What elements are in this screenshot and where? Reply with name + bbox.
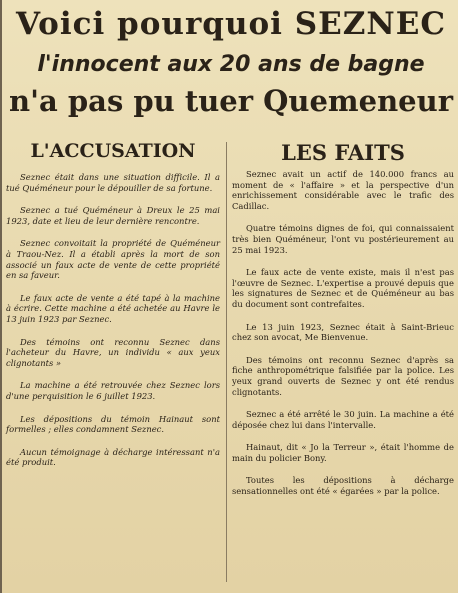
accusation-paragraph: Aucun témoignage à décharge intéressant n'a été produit. bbox=[6, 446, 220, 468]
accusation-paragraph: Des témoins ont reconnu Seznec dans l'acheteur du Havre, un individu « aux yeux clignotants » bbox=[6, 336, 220, 368]
faits-heading: LES FAITS bbox=[281, 140, 405, 165]
faits-paragraph: Hainaut, dit « Jo la Terreur », était l'homme de main du policier Bony. bbox=[232, 442, 454, 463]
accusation-paragraph: Le faux acte de vente a été tapé à la machine à écrire. Cette machine a été achetée au Havre le 13 juin 1923 par Seznec. bbox=[6, 292, 220, 324]
faits-paragraph: Seznec a été arrêté le 30 juin. La machine a été déposée chez lui dans l'intervalle. bbox=[232, 409, 454, 430]
headline-line-2: l'innocent aux 20 ans de bagne bbox=[37, 52, 425, 77]
faits-paragraph: Le faux acte de vente existe, mais il n'est pas l'œuvre de Seznec. L'expertise a prouvé depuis que les signatures de Seznec et de Quéméneur au bas du document sont contrefaites. bbox=[232, 267, 454, 309]
faits-paragraph: Seznec avait un actif de 140.000 francs au moment de « l'affaire » et la perspective d'un enrichissement considérable avec le trafic des Cadillac. bbox=[232, 169, 454, 211]
accusation-paragraph: Seznec a tué Quéméneur à Dreux le 25 mai 1923, date et lieu de leur dernière rencontre. bbox=[6, 205, 220, 226]
headline-line-1: Voici pourquoi SEZNEC bbox=[15, 6, 447, 42]
faits-column bbox=[232, 140, 454, 509]
faits-paragraph: Des témoins ont reconnu Seznec d'après sa fiche anthropométrique falsifiée par la police. Les yeux grand ouverts de Seznec y ont été rendus clignotants. bbox=[232, 354, 454, 397]
accusation-paragraph: Seznec était dans une situation difficile. Il a tué Quéméneur pour le dépouiller de sa fortune. bbox=[6, 172, 220, 193]
column-divider bbox=[226, 142, 227, 582]
faits-paragraph: Toutes les dépositions à décharge sensationnelles ont été « égarées » par la police. bbox=[232, 475, 454, 497]
accusation-paragraph: Seznec convoitait la propriété de Quéméneur à Traou-Nez. Il a établi après la mort de son associé un faux acte de vente de cette propriété en sa faveur. bbox=[6, 238, 220, 281]
accusation-column bbox=[6, 140, 220, 480]
faits-paragraph: Quatre témoins dignes de foi, qui connaissaient très bien Quéméneur, l'ont vu postérieurement au 25 mai 1923. bbox=[232, 223, 454, 255]
accusation-paragraph: Les dépositions du témoin Hainaut sont formelles ; elles condamnent Seznec. bbox=[6, 413, 220, 435]
faits-paragraph: Le 13 juin 1923, Seznec était à Saint-Brieuc chez son avocat, Me Bienvenue. bbox=[232, 321, 454, 343]
headline-line-3: n'a pas pu tuer Quemeneur bbox=[9, 84, 453, 118]
accusation-heading: L'ACCUSATION bbox=[30, 140, 196, 162]
accusation-paragraph: La machine a été retrouvée chez Seznec lors d'une perquisition le 6 juillet 1923. bbox=[6, 380, 220, 401]
